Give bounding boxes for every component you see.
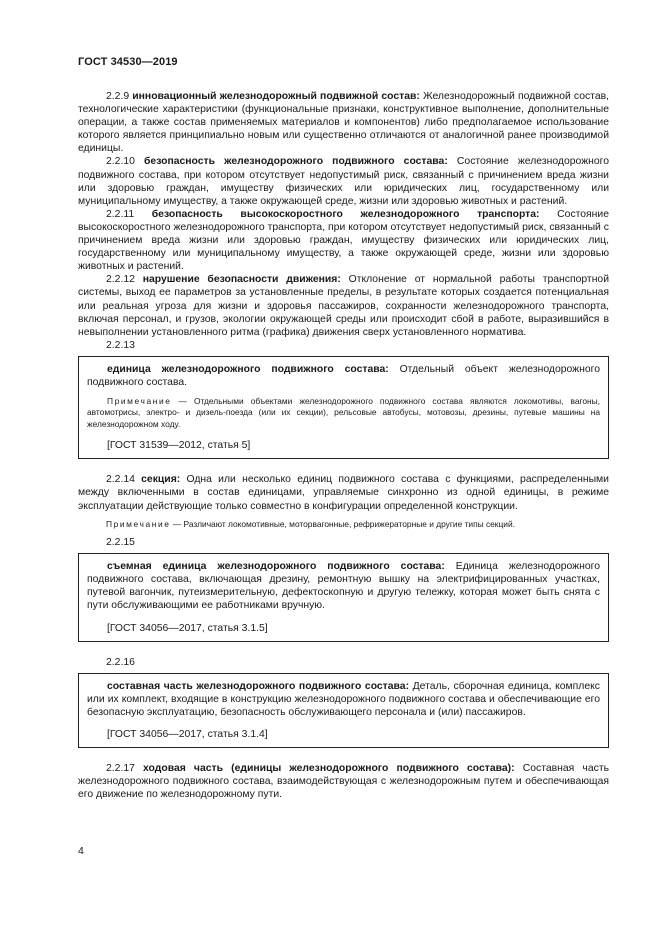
note-label: Примечание <box>107 396 172 407</box>
term-2-2-17 <box>78 762 609 801</box>
term-note <box>78 519 609 530</box>
source-reference: [ГОСТ 34056—2017, статья 3.1.4] <box>107 729 268 740</box>
term-number: 2.2.17 <box>106 763 135 775</box>
term-title: ходовая часть (единицы железнодорожного подвижного состава): <box>143 763 515 775</box>
term-number: 2.2.9 <box>106 91 130 102</box>
term-note <box>87 396 600 430</box>
document-body <box>78 90 609 801</box>
term-title: единица железнодорожного подвижного состава: <box>107 363 389 375</box>
term-title: безопасность высокоскоростного железнодорожного транспорта: <box>151 208 540 220</box>
term-definition: Железнодорожный подвижной состав, технологические характеристики (функциональные признаки, конструктивное выполнение, дополнительные операции, а также состав применяемых материалов и компонентов) либо предполагаемое использование которого является принципиально новым или существенно отличаются от аналогичной ранее производимой единицы. <box>78 91 610 155</box>
note-label: Примечание <box>106 518 171 529</box>
term-title: инновационный железнодорожный подвижной состав: <box>132 91 420 102</box>
term-number: 2.2.14 <box>106 474 135 486</box>
term-2-2-12 <box>78 273 609 338</box>
term-definition: Деталь, сборочная единица, комплекс или их комплект, входящие в конструкцию железнодорожного подвижного состава и обеспечивающие его безопасную эксплуатацию, безопасность обслуживающего персонала и (или) пассажиров. <box>87 680 600 718</box>
term-definition: Составная часть железнодорожного подвижного состава, взаимодействующая с железнодорожным путем и обеспечивающая его движение по железнодорожному пути. <box>78 763 609 801</box>
term-2-2-11 <box>78 208 609 273</box>
quoted-term-box-2-2-13 <box>78 356 609 460</box>
term-definition: Отдельный объект железнодорожного подвижного состава. <box>87 363 600 388</box>
term-2-2-10 <box>78 155 609 207</box>
term-2-2-15 <box>87 560 600 612</box>
term-title: составная часть железнодорожного подвижного состава: <box>107 680 410 692</box>
term-number: 2.2.12 <box>106 274 135 286</box>
source-reference: [ГОСТ 34056—2017, статья 3.1.5] <box>107 622 268 634</box>
term-definition: Состояние железнодорожного подвижного состава, при котором отсутствует недопустимый риск, связанный с причинением вреда жизни или здоровью граждан, имуществу физических или юридических лиц, государственному или муниципальному имуществу, а также окружающей среде, жизни или здоровью животных и растений. <box>78 156 610 207</box>
quoted-term-box-2-2-15 <box>78 553 609 641</box>
term-number: 2.2.10 <box>106 156 135 168</box>
term-2-2-13 <box>87 363 600 389</box>
page-header: ГОСТ 34530—2019 <box>78 56 178 68</box>
term-definition: Одна или несколько единиц подвижного состава с функциями, распределенными между включенными в состав единицами, управляемые синхронно из одной единицы, в режиме эксплуатации действующие только совместно в конфигурации определенной конструкции. <box>78 474 609 512</box>
term-title: безопасность железнодорожного подвижного состава: <box>144 156 448 168</box>
term-number-2-2-16: 2.2.16 <box>106 656 135 668</box>
page-number: 4 <box>78 845 84 857</box>
term-number: 2.2.11 <box>106 208 135 220</box>
note-text: — Различают локомотивные, моторвагонные, рефрижераторные и другие типы секций. <box>170 518 515 529</box>
term-title: нарушение безопасности движения: <box>142 274 341 286</box>
quoted-term-box-2-2-16 <box>78 673 609 748</box>
term-definition: Отклонение от нормальной работы транспортной системы, выход ее параметров за установленные пределы, в результате которых создается потенциальная или реальная угроза для жизни и здоровья пассажиров, сохранности железнодорожного транспорта, включая персонал, и грузов, экологии окружающей среды или происходит сбой в работе, выразившийся в невыполнении установленного ритма (графика) движения сверх установленного норматива. <box>78 274 610 338</box>
term-definition: Состояние высокоскоростного железнодорожного транспорта, при котором отсутствует недопустимый риск, связанный с причинением вреда жизни или здоровью граждан, имуществу физических или юридических лиц, государственному или муниципальному имуществу, а также окружающей среде, жизни или здоровью животных и растений. <box>78 208 610 273</box>
term-2-2-9 <box>78 90 609 155</box>
term-2-2-16 <box>87 680 600 719</box>
source-reference: [ГОСТ 31539—2012, статья 5] <box>107 440 251 452</box>
term-title: секция: <box>141 474 181 486</box>
term-number-2-2-13: 2.2.13 <box>106 339 135 351</box>
term-definition: Единица железнодорожного подвижного состава, включающая дрезину, ремонтную вышку на электрифицированных участках, путевой вагончик, путеизмерительную, дефектоскопную и другую тележку, которая может быть снята с пути обслуживающими ее работниками вручную. <box>87 561 600 612</box>
note-text: — Отдельными объектами железнодорожного подвижного состава являются локомотивы, вагоны, автомотрисы, электро- и дизель-поезда (или их секции), рельсовые автобусы, мотовозы, дрезины, путевые машины на железнодорожном ходу. <box>87 396 600 429</box>
term-number-2-2-15: 2.2.15 <box>106 537 135 549</box>
term-2-2-14 <box>78 473 609 512</box>
term-title: съемная единица железнодорожного подвижного состава: <box>107 561 445 573</box>
